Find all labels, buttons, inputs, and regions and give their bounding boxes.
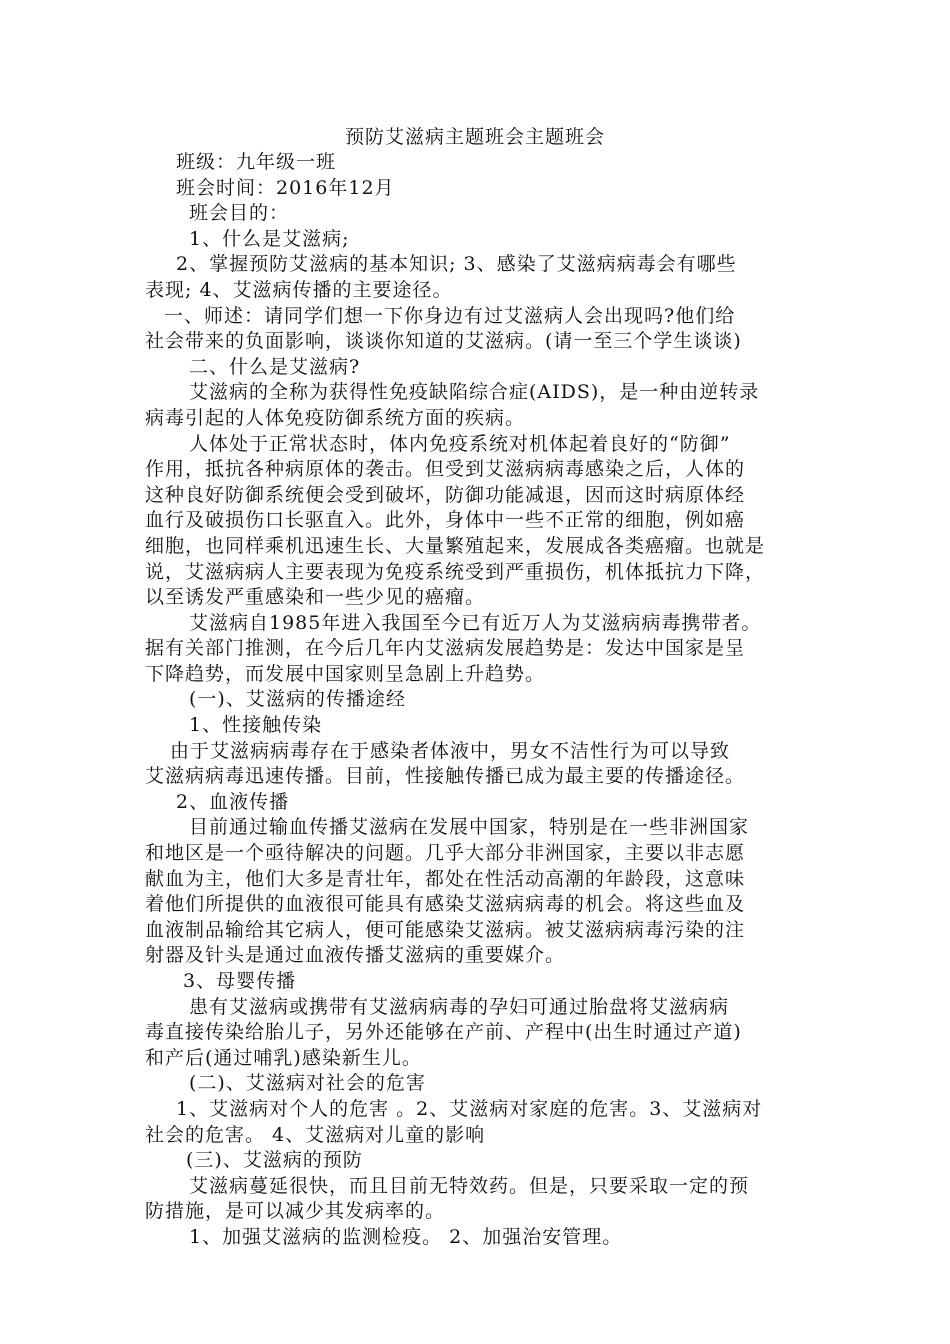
paragraph-line: 和产后(通过哺乳)感染新生儿。 xyxy=(145,1046,422,1069)
paragraph-line: 艾滋病蔓延很快，而且目前无特效药。但是，只要采取一定的预 xyxy=(189,1174,750,1197)
paragraph-line: 艾滋病自1985年进入我国至今已有近万人为艾滋病病毒携带者。 xyxy=(189,611,762,634)
paragraph-line: 作用，抵抗各种病原体的袭击。但受到艾滋病病毒感染之后，人体的 xyxy=(145,458,746,481)
subsection-heading: (三)、艾滋病的预防 xyxy=(186,1149,363,1172)
paragraph-line: 艾滋病的全称为获得性免疫缺陷综合症(AIDS)，是一种由逆转录 xyxy=(189,381,760,404)
section-two-heading: 二、什么是艾滋病? xyxy=(189,355,361,378)
purpose-heading: 班会目的： xyxy=(189,202,290,225)
paragraph-line: 说，艾滋病病人主要表现为免疫系统受到严重损伤，机体抵抗力下降， xyxy=(145,560,766,583)
paragraph-line: 人体处于正常状态时，体内免疫系统对机体起着良好的“防御” xyxy=(189,432,731,455)
paragraph-line: 目前通过输血传播艾滋病在发展中国家，特别是在一些非洲国家 xyxy=(189,816,750,839)
item-heading: 1、性接触传染 xyxy=(189,714,323,737)
paragraph-line: 下降趋势，而发展中国家则呈急剧上升趋势。 xyxy=(145,662,546,685)
section-one-line: 一、师述：请同学们想一下你身边有过艾滋病人会出现吗?他们给 xyxy=(164,304,736,327)
paragraph-line: 这种良好防御系统便会受到破坏，防御功能减退，因而这时病原体经 xyxy=(145,483,746,506)
subsection-heading: (一)、艾滋病的传播途经 xyxy=(189,688,406,711)
item-heading: 2、血液传播 xyxy=(176,790,290,813)
paragraph-line: 由于艾滋病病毒存在于感染者体液中，男女不洁性行为可以导致 xyxy=(170,739,731,762)
paragraph-line: 血液制品输给其它病人，便可能感染艾滋病。被艾滋病病毒污染的注 xyxy=(145,918,746,941)
document-body xyxy=(145,150,813,1251)
purpose-item-2-cont: 表现; 4、艾滋病传播的主要途径。 xyxy=(145,278,453,301)
purpose-item-2: 2、掌握预防艾滋病的基本知识; 3、感染了艾滋病病毒会有哪些 xyxy=(176,253,737,276)
paragraph-line: 1、加强艾滋病的监测检疫。 2、加强治安管理。 xyxy=(189,1225,623,1248)
paragraph-line: 献血为主，他们大多是青壮年，都处在性活动高潮的年龄段，这意味 xyxy=(145,867,746,890)
paragraph-line: 细胞，也同样乘机迅速生长、大量繁殖起来，发展成各类癌瘤。也就是 xyxy=(145,534,766,557)
meeting-time-line: 班会时间：2016年12月 xyxy=(176,176,395,199)
purpose-item-1: 1、什么是艾滋病; xyxy=(189,227,350,250)
paragraph-line: 毒直接传染给胎儿子，另外还能够在产前、产程中(出生时通过产道) xyxy=(145,1021,742,1044)
paragraph-line: 着他们所提供的血液很可能具有感染艾滋病病毒的机会。将这些血及 xyxy=(145,893,746,916)
class-line: 班级：九年级一班 xyxy=(176,151,337,173)
item-heading: 3、母婴传播 xyxy=(183,970,297,992)
paragraph-line: 社会的危害。 4、艾滋病对儿童的影响 xyxy=(145,1123,486,1146)
paragraph-line: 防措施，是可以减少其发病率的。 xyxy=(145,1200,446,1223)
paragraph-line: 据有关部门推测，在今后几年内艾滋病发展趋势是：发达中国家是呈 xyxy=(145,637,746,660)
section-one-cont: 社会带来的负面影响，谈谈你知道的艾滋病。(请一至三个学生谈谈) xyxy=(145,330,742,353)
subsection-heading: (二)、艾滋病对社会的危害 xyxy=(189,1072,426,1095)
paragraph-line: 血行及破损伤口长驱直入。此外，身体中一些不正常的细胞，例如癌 xyxy=(145,509,746,532)
paragraph-line: 艾滋病病毒迅速传播。目前，性接触传播已成为最主要的传播途径。 xyxy=(145,765,746,788)
paragraph-line: 射器及针头是通过血液传播艾滋病的重要媒介。 xyxy=(145,944,566,967)
paragraph-line: 患有艾滋病或携带有艾滋病病毒的孕妇可通过胎盘将艾滋病病 xyxy=(189,995,730,1018)
paragraph-line: 1、艾滋病对个人的危害 。2、艾滋病对家庭的危害。3、艾滋病对 xyxy=(176,1097,763,1120)
paragraph-line: 以至诱发严重感染和一些少见的癌瘤。 xyxy=(145,586,486,609)
paragraph-line: 病毒引起的人体免疫防御系统方面的疾病。 xyxy=(145,406,526,429)
document-title: 预防艾滋病主题班会主题班会 xyxy=(344,126,605,148)
paragraph-line: 和地区是一个亟待解决的问题。几乎大部分非洲国家，主要以非志愿 xyxy=(145,842,746,865)
